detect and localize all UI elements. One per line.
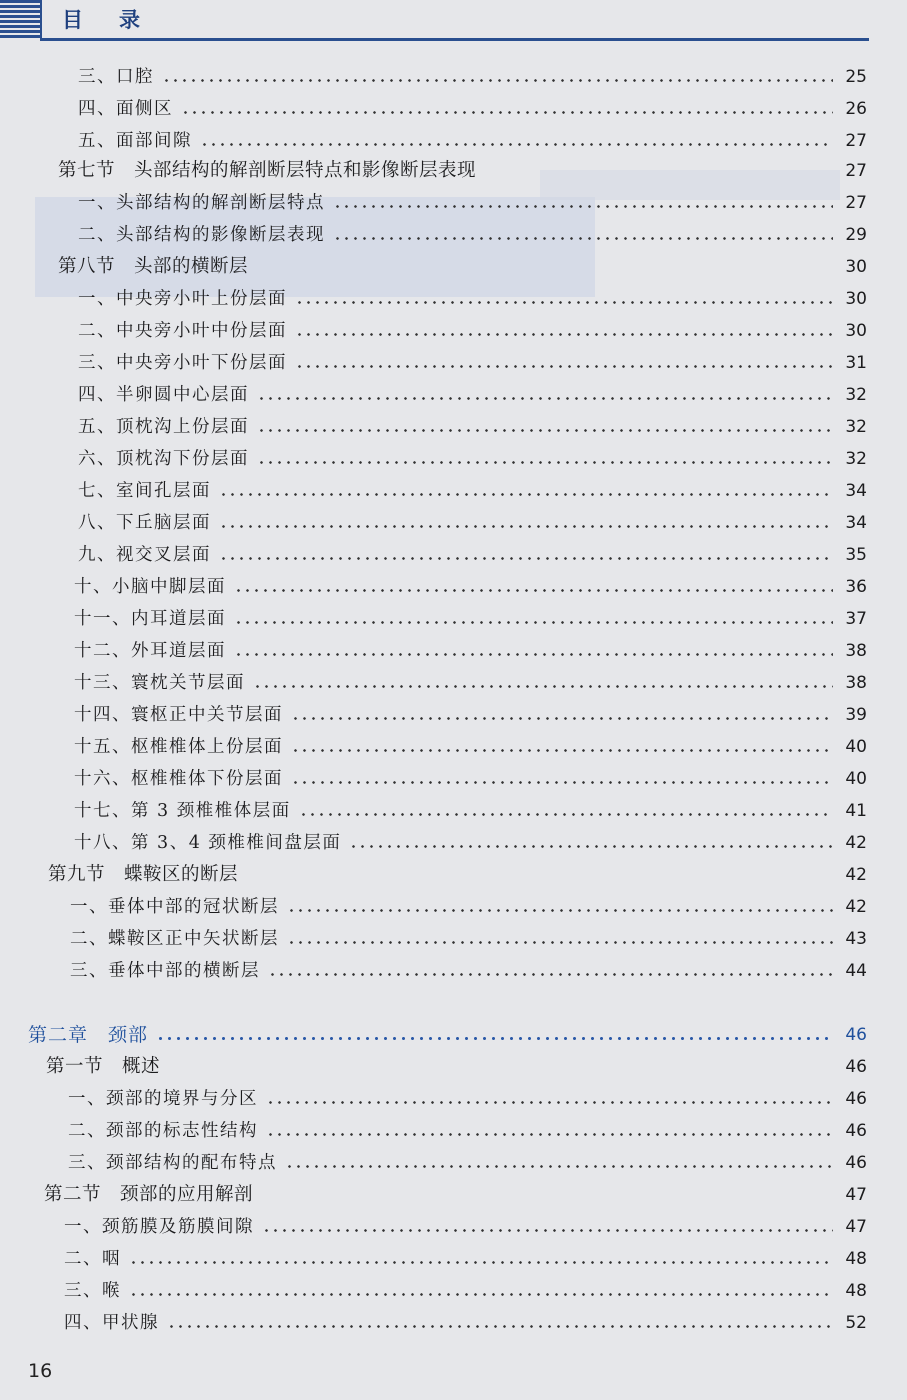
toc-entry-page: 38	[845, 641, 867, 661]
toc-entry-page: 34	[845, 513, 867, 533]
toc-entry-label: 十五、枢椎椎体上份层面	[74, 737, 283, 757]
dot-leader	[256, 269, 833, 272]
toc-entry-page: 42	[845, 833, 867, 853]
toc-entry-label: 四、半卵圆中心层面	[78, 385, 249, 405]
toc-item-entry	[70, 924, 867, 954]
dot-leader	[287, 941, 833, 944]
toc-item-entry	[78, 444, 867, 474]
toc-entry-label: 十、小脑中脚层面	[74, 577, 226, 597]
toc-entry-label: 第七节 头部结构的解剖断层特点和影像断层表现	[58, 160, 477, 181]
toc-item-entry	[74, 796, 867, 826]
toc-entry-page: 46	[845, 1025, 867, 1045]
dot-leader	[167, 1325, 833, 1328]
dot-leader	[261, 1197, 833, 1200]
dot-leader	[257, 397, 833, 400]
toc-entry-page: 26	[845, 99, 867, 119]
toc-entry-page: 30	[845, 321, 867, 341]
dot-leader	[484, 173, 833, 176]
toc-item-entry	[78, 380, 867, 410]
dot-leader	[257, 461, 833, 464]
dot-leader	[262, 1229, 833, 1232]
toc-entry-page: 42	[845, 897, 867, 917]
toc-entry-label: 十四、寰枢正中关节层面	[74, 705, 283, 725]
toc-item-entry	[78, 348, 867, 378]
dot-leader	[200, 143, 833, 146]
toc-entry-label: 三、口腔	[78, 67, 154, 87]
toc-item-entry	[70, 956, 867, 986]
dot-leader	[268, 973, 833, 976]
dot-leader	[257, 429, 833, 432]
toc-entry-label: 四、甲状腺	[64, 1313, 159, 1333]
toc-entry-page: 30	[845, 257, 867, 277]
toc-entry-page: 40	[845, 769, 867, 789]
toc-entry-label: 一、中央旁小叶上份层面	[78, 289, 287, 309]
dot-leader	[246, 877, 833, 880]
toc-entry-label: 二、蝶鞍区正中矢状断层	[70, 929, 279, 949]
toc-entry-page: 46	[845, 1089, 867, 1109]
dot-leader	[234, 589, 833, 592]
dot-leader	[266, 1101, 833, 1104]
toc-entry-label: 六、顶枕沟下份层面	[78, 449, 249, 469]
toc-item-entry	[78, 188, 867, 218]
toc-entry-label: 四、面侧区	[78, 99, 173, 119]
toc-entry-label: 十二、外耳道层面	[74, 641, 226, 661]
dot-leader	[295, 333, 833, 336]
toc-section-entry	[58, 156, 867, 186]
toc-entry-label: 一、头部结构的解剖断层特点	[78, 193, 325, 213]
toc-item-entry	[64, 1308, 867, 1338]
toc-entry-label: 十一、内耳道层面	[74, 609, 226, 629]
toc-entry-page: 27	[845, 193, 867, 213]
toc-entry-label: 三、颈部结构的配布特点	[68, 1153, 277, 1173]
toc-item-entry	[64, 1276, 867, 1306]
dot-leader	[266, 1133, 833, 1136]
toc-entry-label: 二、中央旁小叶中份层面	[78, 321, 287, 341]
dot-leader	[234, 653, 833, 656]
toc-entry-page: 32	[845, 385, 867, 405]
toc-entry-label: 一、垂体中部的冠状断层	[70, 897, 279, 917]
page-title: 目录	[62, 8, 176, 32]
dot-leader	[295, 301, 833, 304]
toc-entry-label: 三、垂体中部的横断层	[70, 961, 260, 981]
toc-entry-page: 32	[845, 417, 867, 437]
toc-entry-label: 第二章 颈部	[28, 1024, 149, 1046]
toc-entry-page: 47	[845, 1185, 867, 1205]
toc-entry-label: 七、室间孔层面	[78, 481, 211, 501]
toc-entry-page: 35	[845, 545, 867, 565]
toc-item-entry	[74, 732, 867, 762]
dot-leader	[219, 557, 833, 560]
toc-entry-label: 二、头部结构的影像断层表现	[78, 225, 325, 245]
toc-item-entry	[78, 94, 867, 124]
toc-entry-page: 40	[845, 737, 867, 757]
toc-item-entry	[70, 892, 867, 922]
toc-entry-label: 第八节 头部的横断层	[58, 256, 249, 277]
toc-entry-page: 44	[845, 961, 867, 981]
dot-leader	[299, 813, 833, 816]
toc-entry-label: 第一节 概述	[46, 1056, 161, 1077]
toc-entry-label: 第九节 蝶鞍区的断层	[48, 864, 239, 885]
toc-item-entry	[78, 540, 867, 570]
toc-entry-page: 32	[845, 449, 867, 469]
dot-leader	[156, 1037, 833, 1040]
toc-entry-label: 三、中央旁小叶下份层面	[78, 353, 287, 373]
toc-entry-page: 46	[845, 1121, 867, 1141]
dot-leader	[181, 111, 833, 114]
toc-entry-label: 一、颈部的境界与分区	[68, 1089, 258, 1109]
toc-item-entry	[74, 572, 867, 602]
dot-leader	[234, 621, 833, 624]
toc-entry-label: 八、下丘脑层面	[78, 513, 211, 533]
toc-entry-page: 29	[845, 225, 867, 245]
toc-entry-page: 30	[845, 289, 867, 309]
toc-section-entry	[44, 1180, 867, 1210]
toc-entry-label: 第二节 颈部的应用解剖	[44, 1184, 254, 1205]
toc-entry-label: 九、视交叉层面	[78, 545, 211, 565]
toc-entry-page: 34	[845, 481, 867, 501]
toc-entry-page: 46	[845, 1153, 867, 1173]
dot-leader	[291, 781, 833, 784]
toc-item-entry	[78, 126, 867, 156]
toc-item-entry	[78, 284, 867, 314]
toc-item-entry	[78, 316, 867, 346]
toc-entry-page: 31	[845, 353, 867, 373]
dot-leader	[287, 909, 833, 912]
toc-item-entry	[68, 1116, 867, 1146]
dot-leader	[295, 365, 833, 368]
toc-entry-page: 48	[845, 1249, 867, 1269]
toc-entry-page: 46	[845, 1057, 867, 1077]
toc-entry-page: 27	[845, 131, 867, 151]
toc-entry-label: 十八、第 3、4 颈椎椎间盘层面	[74, 833, 342, 853]
dot-leader	[129, 1261, 833, 1264]
toc-entry-page: 27	[845, 161, 867, 181]
toc-item-entry	[74, 828, 867, 858]
toc-item-entry	[78, 412, 867, 442]
toc-section-entry	[58, 252, 867, 282]
dot-leader	[349, 845, 833, 848]
toc-entry-label: 一、颈筋膜及筋膜间隙	[64, 1217, 254, 1237]
toc-entry-page: 47	[845, 1217, 867, 1237]
toc-entry-page: 38	[845, 673, 867, 693]
toc-chapter-entry	[28, 1020, 867, 1050]
toc-section-entry	[46, 1052, 867, 1082]
dot-leader	[285, 1165, 833, 1168]
toc-entry-label: 十七、第 3 颈椎椎体层面	[74, 801, 291, 821]
dot-leader	[291, 749, 833, 752]
toc-item-entry	[68, 1084, 867, 1114]
dot-leader	[162, 79, 833, 82]
toc-entry-page: 37	[845, 609, 867, 629]
dot-leader	[219, 493, 833, 496]
toc-entry-page: 36	[845, 577, 867, 597]
toc-section-entry	[48, 860, 867, 890]
page-number: 16	[28, 1360, 53, 1382]
toc-item-entry	[74, 764, 867, 794]
toc-item-entry	[74, 604, 867, 634]
toc-item-entry	[78, 508, 867, 538]
dot-leader	[168, 1069, 833, 1072]
toc-entry-page: 42	[845, 865, 867, 885]
dot-leader	[129, 1293, 833, 1296]
toc-entry-page: 25	[845, 67, 867, 87]
toc-entry-page: 52	[845, 1313, 867, 1333]
toc-entry-label: 五、面部间隙	[78, 131, 192, 151]
toc-entry-page: 39	[845, 705, 867, 725]
toc-entry-page: 43	[845, 929, 867, 949]
toc-entry-label: 五、顶枕沟上份层面	[78, 417, 249, 437]
toc-entry-label: 二、颈部的标志性结构	[68, 1121, 258, 1141]
toc-item-entry	[78, 62, 867, 92]
toc-entry-page: 41	[845, 801, 867, 821]
toc-entry-page: 48	[845, 1281, 867, 1301]
dot-leader	[253, 685, 833, 688]
toc-item-entry	[64, 1212, 867, 1242]
dot-leader	[333, 205, 833, 208]
toc-item-entry	[78, 476, 867, 506]
toc-item-entry	[74, 636, 867, 666]
toc-item-entry	[64, 1244, 867, 1274]
toc-item-entry	[74, 700, 867, 730]
toc-entry-label: 十三、寰枕关节层面	[74, 673, 245, 693]
toc-item-entry	[74, 668, 867, 698]
toc-item-entry	[78, 220, 867, 250]
toc-entry-label: 三、喉	[64, 1281, 121, 1301]
dot-leader	[333, 237, 833, 240]
dot-leader	[219, 525, 833, 528]
toc-entry-label: 十六、枢椎椎体下份层面	[74, 769, 283, 789]
toc-item-entry	[68, 1148, 867, 1178]
toc-entry-label: 二、咽	[64, 1249, 121, 1269]
dot-leader	[291, 717, 833, 720]
